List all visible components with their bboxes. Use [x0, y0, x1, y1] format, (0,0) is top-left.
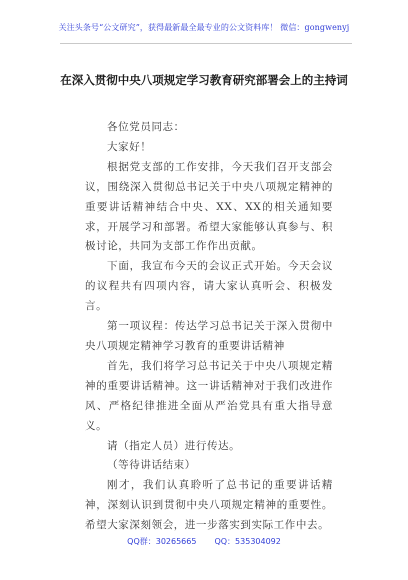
agenda-item-heading: 第一项议程：传达学习总书记关于深入贯彻中央八项规定精神学习教育的重要讲话精神: [85, 320, 333, 352]
document-body: [85, 118, 333, 536]
body-paragraph: 首先，我们将学习总书记关于中央八项规定精神的重要讲话精神。这一讲话精神对于我们改进作风、严格纪律推进全面从严治党具有重大指导意义。: [85, 359, 333, 432]
salutation: 各位党员同志：: [107, 121, 185, 133]
greeting: 大家好！: [107, 140, 152, 153]
document-title: 在深入贯彻中央八项规定学习教育研究部署会上的主持词: [60, 73, 348, 87]
footer-qq-group: QQ群：30265665: [127, 537, 197, 546]
body-paragraph: 根据党支部的工作安排，今天我们召开支部会议，围绕深入贯彻总书记关于中央八项规定精神的重要讲话精神结合中央、XX、XX的相关通知要求，开展学习和部署。希望大家能够认真参与、积极讨论，共同为支部工作作出贡献。: [85, 160, 333, 253]
body-paragraph: 请（指定人员）进行传达。: [107, 439, 241, 452]
header-divider: [60, 43, 352, 44]
body-paragraph: 刚才，我们认真聆听了总书记的重要讲话精神，深刻认识到贯彻中央八项规定精神的重要性。希望大家深刻领会，进一步落实到实际工作中去。: [85, 479, 333, 532]
footer-contact: [0, 536, 408, 547]
body-paragraph: 下面，我宣布今天的会议正式开始。今天会议的议程共有四项内容，请大家认真听会、积极发言。: [85, 260, 333, 313]
header-banner: 关注头条号“公文研究”，获得最新最全最专业的公文资料库！ 微信：gongwenyj: [58, 23, 350, 32]
stage-direction: （等待讲话结束）: [107, 459, 196, 472]
footer-qq-number: QQ：535304092: [214, 537, 281, 546]
